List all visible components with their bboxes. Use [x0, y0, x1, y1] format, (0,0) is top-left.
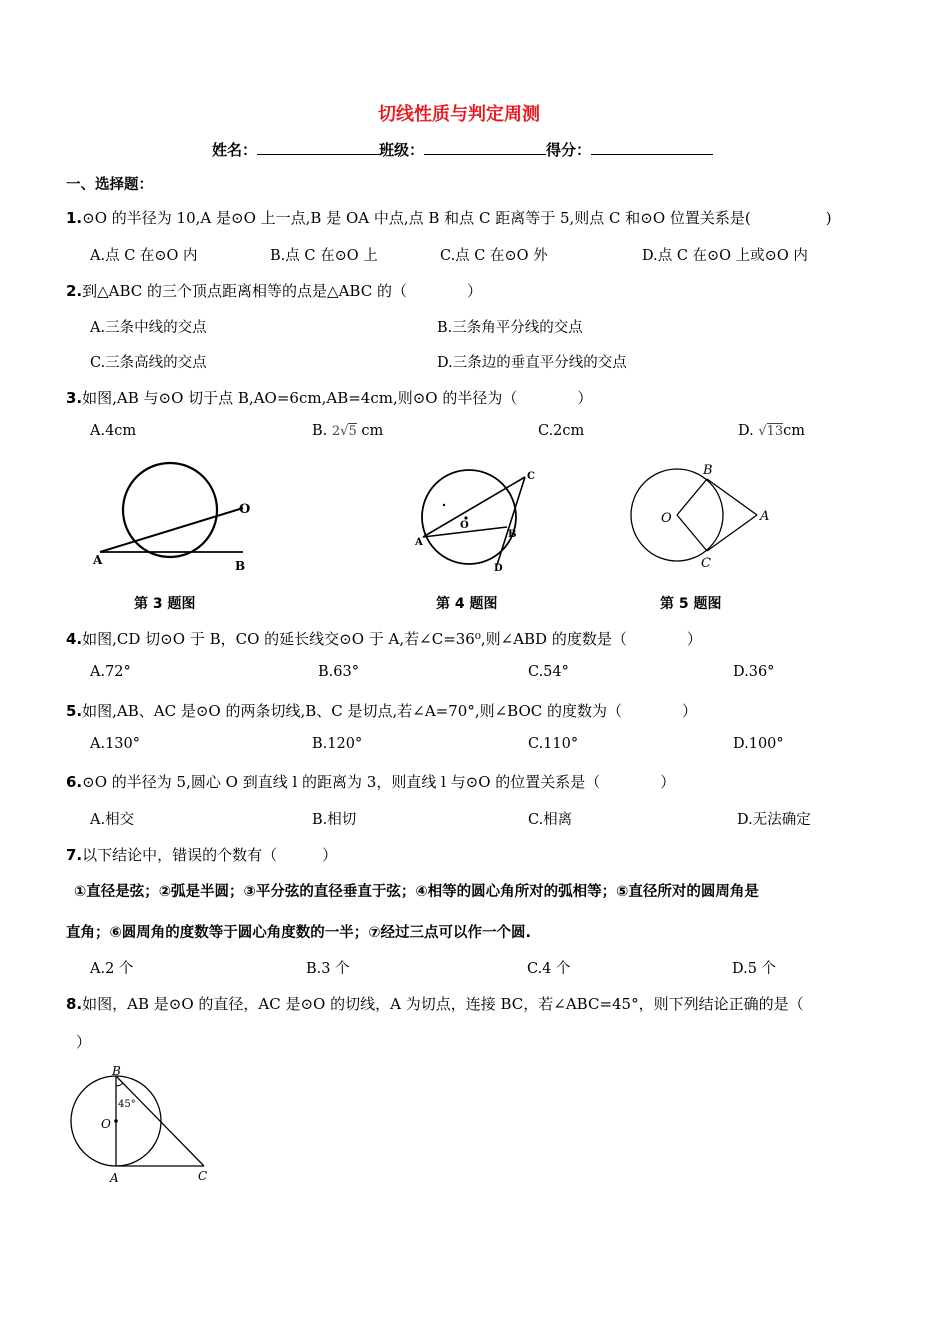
- sqrt-icon: √: [758, 424, 767, 439]
- fig8-center-dot: [114, 1119, 118, 1123]
- fig3-circle: [123, 463, 217, 557]
- name-label: 姓名：: [212, 141, 258, 159]
- q6-option-d: D.无法确定: [737, 812, 811, 828]
- q1-option-c: C.点 C 在⊙O 外: [440, 248, 548, 264]
- question-text: 如图，AB 是⊙O 的直径，AC 是⊙O 的切线，A 为切点，连接 BC，若∠ABC=45°，则下列结论正确的是（: [82, 995, 804, 1013]
- figure-3-caption: 第 3 题图: [134, 596, 196, 612]
- q6-option-c: C.相离: [528, 812, 573, 828]
- fig8-angle-arc: [116, 1083, 123, 1086]
- fig5-line-ob: [677, 479, 707, 515]
- fig5-label-c: C: [701, 556, 711, 571]
- coef: 2: [331, 424, 341, 439]
- question-text: ⊙O 的半径为 5,圆心 O 到直线 l 的距离为 3，则直线 l 与⊙O 的位置关系是（ ）: [82, 773, 676, 791]
- student-info-line: [212, 139, 713, 160]
- question-8: [66, 993, 804, 1014]
- fig3-line-ao: [100, 508, 243, 552]
- option-letter: D.: [738, 423, 754, 439]
- fig3-label-o: O: [239, 502, 251, 517]
- q7-option-d: D.5 个: [732, 961, 777, 977]
- fig3-label-a: A: [93, 553, 103, 567]
- section-heading: 一、选择题：: [66, 177, 153, 193]
- question-number: 6.: [66, 773, 83, 791]
- q1-option-d: D.点 C 在⊙O 上或⊙O 内: [642, 248, 808, 264]
- fig8-label-a: A: [110, 1171, 119, 1185]
- figure-5-caption: 第 5 题图: [660, 596, 722, 612]
- unit: cm: [783, 423, 806, 439]
- q3-option-b: [312, 423, 383, 439]
- score-blank[interactable]: [591, 140, 713, 155]
- q5-option-d: D.100°: [733, 736, 784, 752]
- figure-8: [64, 1062, 224, 1187]
- q5-option-b: B.120°: [312, 736, 363, 752]
- fig3-label-b: B: [235, 559, 246, 573]
- question-number: 7.: [66, 846, 83, 864]
- q5-option-a: A.130°: [90, 736, 141, 752]
- question-1: [66, 207, 832, 228]
- q2-option-b: B.三条角平分线的交点: [437, 320, 583, 336]
- q7-statement-line-2: 直角；⑥圆周角的度数等于圆心角度数的一半；⑦经过三点可以作一个圆.: [66, 925, 532, 941]
- q3-option-c: C.2cm: [538, 423, 585, 439]
- fig5-label-a: A: [760, 509, 770, 524]
- question-7: [66, 844, 337, 865]
- q2-option-d: D.三条边的垂直平分线的交点: [437, 355, 627, 371]
- question-text: ⊙O 的半径为 10,A 是⊙O 上一点,B 是 OA 中点,点 B 和点 C 距离等于 5,则点 C 和⊙O 位置关系是( ): [82, 209, 832, 227]
- q4-option-c: C.54°: [528, 664, 569, 680]
- figure-3: [85, 452, 300, 577]
- question-3: [66, 387, 592, 408]
- q2-option-a: A.三条中线的交点: [90, 320, 207, 336]
- question-text: 如图,AB、AC 是⊙O 的两条切线,B、C 是切点,若∠A=70°,则∠BOC 的度数为（ ）: [82, 702, 698, 720]
- fig4-line-ac: [423, 477, 525, 537]
- q5-option-c: C.110°: [528, 736, 579, 752]
- fig5-label-o: O: [661, 511, 672, 526]
- q7-option-b: B.3 个: [306, 961, 350, 977]
- q3-option-a: A.4cm: [90, 423, 137, 439]
- question-8-continuation: ）: [76, 1033, 92, 1051]
- question-number: 8.: [66, 995, 83, 1013]
- question-number: 2.: [66, 282, 83, 300]
- fig5-line-ca: [707, 515, 757, 551]
- fig4-label-o: O: [460, 520, 469, 531]
- fig5-line-oc: [677, 515, 707, 551]
- fig8-label-b: B: [112, 1064, 121, 1078]
- fig8-label-angle: 45°: [118, 1099, 136, 1110]
- class-blank[interactable]: [424, 140, 546, 155]
- q4-option-a: A.72°: [90, 664, 131, 680]
- question-text: 如图,CD 切⊙O 于 B，CO 的延长线交⊙O 于 A,若∠C=36⁰,则∠ABD 的度数是（ ）: [82, 630, 702, 648]
- score-label: 得分：: [546, 141, 592, 159]
- fig4-label-d: D: [494, 563, 503, 574]
- fig8-line-bc: [116, 1076, 204, 1166]
- question-text: 以下结论中，错误的个数有（ ）: [82, 846, 338, 864]
- unit: cm: [361, 423, 384, 439]
- fig5-label-b: B: [703, 463, 713, 478]
- figure-4-caption: 第 4 题图: [436, 596, 498, 612]
- figure-5: [625, 458, 775, 573]
- question-number: 3.: [66, 389, 83, 407]
- option-letter: B.: [312, 423, 328, 439]
- class-label: 班级：: [379, 141, 425, 159]
- q2-option-c: C.三条高线的交点: [90, 355, 207, 371]
- radicand: 13: [766, 424, 784, 439]
- fig4-label-a: A: [415, 537, 423, 548]
- question-2: [66, 280, 482, 301]
- radicand: 5: [348, 424, 357, 439]
- q6-option-a: A.相交: [90, 812, 135, 828]
- fig8-label-c: C: [198, 1169, 208, 1183]
- question-5: [66, 700, 697, 721]
- fig5-line-ba: [707, 479, 757, 515]
- q1-option-a: A.点 C 在⊙O 内: [90, 248, 198, 264]
- question-number: 4.: [66, 630, 83, 648]
- fig4-label-c: C: [527, 471, 535, 482]
- q6-option-b: B.相切: [312, 812, 357, 828]
- fig8-label-o: O: [101, 1117, 111, 1131]
- q7-option-c: C.4 个: [527, 961, 571, 977]
- q7-statement-line-1: ①直径是弦；②弧是半圆；③平分弦的直径垂直于弦；④相等的圆心角所对的弧相等；⑤直径所对的圆周角是: [74, 884, 759, 900]
- q4-option-b: B.63°: [318, 664, 359, 680]
- question-text: 到△ABC 的三个顶点距离相等的点是△ABC 的（ ）: [82, 282, 482, 300]
- question-number: 1.: [66, 209, 83, 227]
- question-text: 如图,AB 与⊙O 切于点 B,AO=6cm,AB=4cm,则⊙O 的半径为（ ）: [82, 389, 593, 407]
- page-title: 切线性质与判定周测: [378, 104, 540, 125]
- fig4-dot: [443, 504, 445, 506]
- q4-option-d: D.36°: [733, 664, 775, 680]
- question-4: [66, 628, 702, 649]
- sqrt-icon: √: [340, 424, 349, 439]
- name-blank[interactable]: [257, 140, 379, 155]
- question-6: [66, 771, 675, 792]
- q7-option-a: A.2 个: [90, 961, 134, 977]
- fig4-label-b: B: [508, 529, 517, 540]
- q1-option-b: B.点 C 在⊙O 上: [270, 248, 378, 264]
- figure-4: [412, 465, 547, 575]
- question-number: 5.: [66, 702, 83, 720]
- q3-option-d: [738, 423, 805, 439]
